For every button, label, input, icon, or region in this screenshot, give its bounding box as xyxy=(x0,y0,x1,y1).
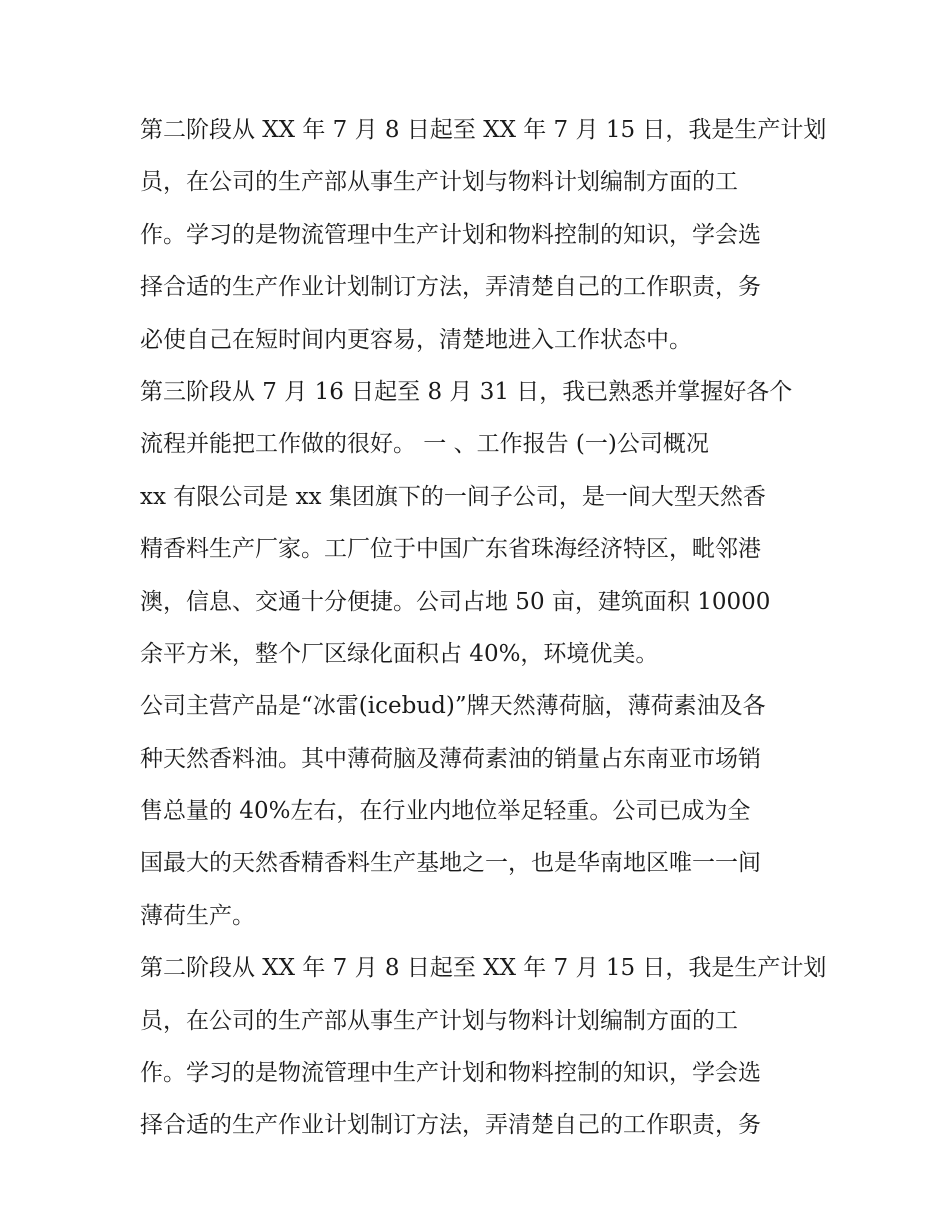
text-line: 第三阶段从 7 月 16 日起至 8 月 31 日，我已熟悉并掌握好各个 xyxy=(140,378,793,405)
text-line: 第二阶段从 XX 年 7 月 8 日起至 XX 年 7 月 15 日，我是生产计划 xyxy=(140,955,827,982)
text-line: 国最大的天然香精香料生产基地之一，也是华南地区唯一一间 xyxy=(140,850,761,877)
text-line: 薄荷生产。 xyxy=(140,902,255,929)
text-line: 第二阶段从 XX 年 7 月 8 日起至 XX 年 7 月 15 日，我是生产计划 xyxy=(140,117,827,143)
text-line: 必使自己在短时间内更容易，清楚地进入工作状态中。 xyxy=(140,326,692,353)
document-body xyxy=(140,104,827,1152)
text-line: 作。学习的是物流管理中生产计划和物料控制的知识，学会选 xyxy=(140,221,761,248)
text-line: 作。学习的是物流管理中生产计划和物料控制的知识，学会选 xyxy=(140,1060,761,1087)
text-line: 择合适的生产作业计划制订方法，弄清楚自己的工作职责，务 xyxy=(140,274,761,301)
text-line: 澳，信息、交通十分便捷。公司占地 50 亩，建筑面积 10000 xyxy=(140,588,771,615)
text-line: 种天然香料油。其中薄荷脑及薄荷素油的销量占东南亚市场销 xyxy=(140,745,761,772)
text-line: 精香料生产厂家。工厂位于中国广东省珠海经济特区，毗邻港 xyxy=(140,536,761,563)
text-line: 择合适的生产作业计划制订方法，弄清楚自己的工作职责，务 xyxy=(140,1112,761,1139)
text-line: 售总量的 40%左右，在行业内地位举足轻重。公司已成为全 xyxy=(140,798,751,825)
text-line: xx 有限公司是 xx 集团旗下的一间子公司，是一间大型天然香 xyxy=(140,483,766,510)
text-line: 流程并能把工作做的很好。 一 、工作报告 (一)公司概况 xyxy=(140,431,709,458)
text-line: 公司主营产品是“冰雷(icebud)”牌天然薄荷脑，薄荷素油及各 xyxy=(140,693,766,720)
text-line: 员，在公司的生产部从事生产计划与物料计划编制方面的工 xyxy=(140,169,738,196)
text-line: 员，在公司的生产部从事生产计划与物料计划编制方面的工 xyxy=(140,1007,738,1034)
text-line: 余平方米，整个厂区绿化面积占 40%，环境优美。 xyxy=(140,640,659,667)
